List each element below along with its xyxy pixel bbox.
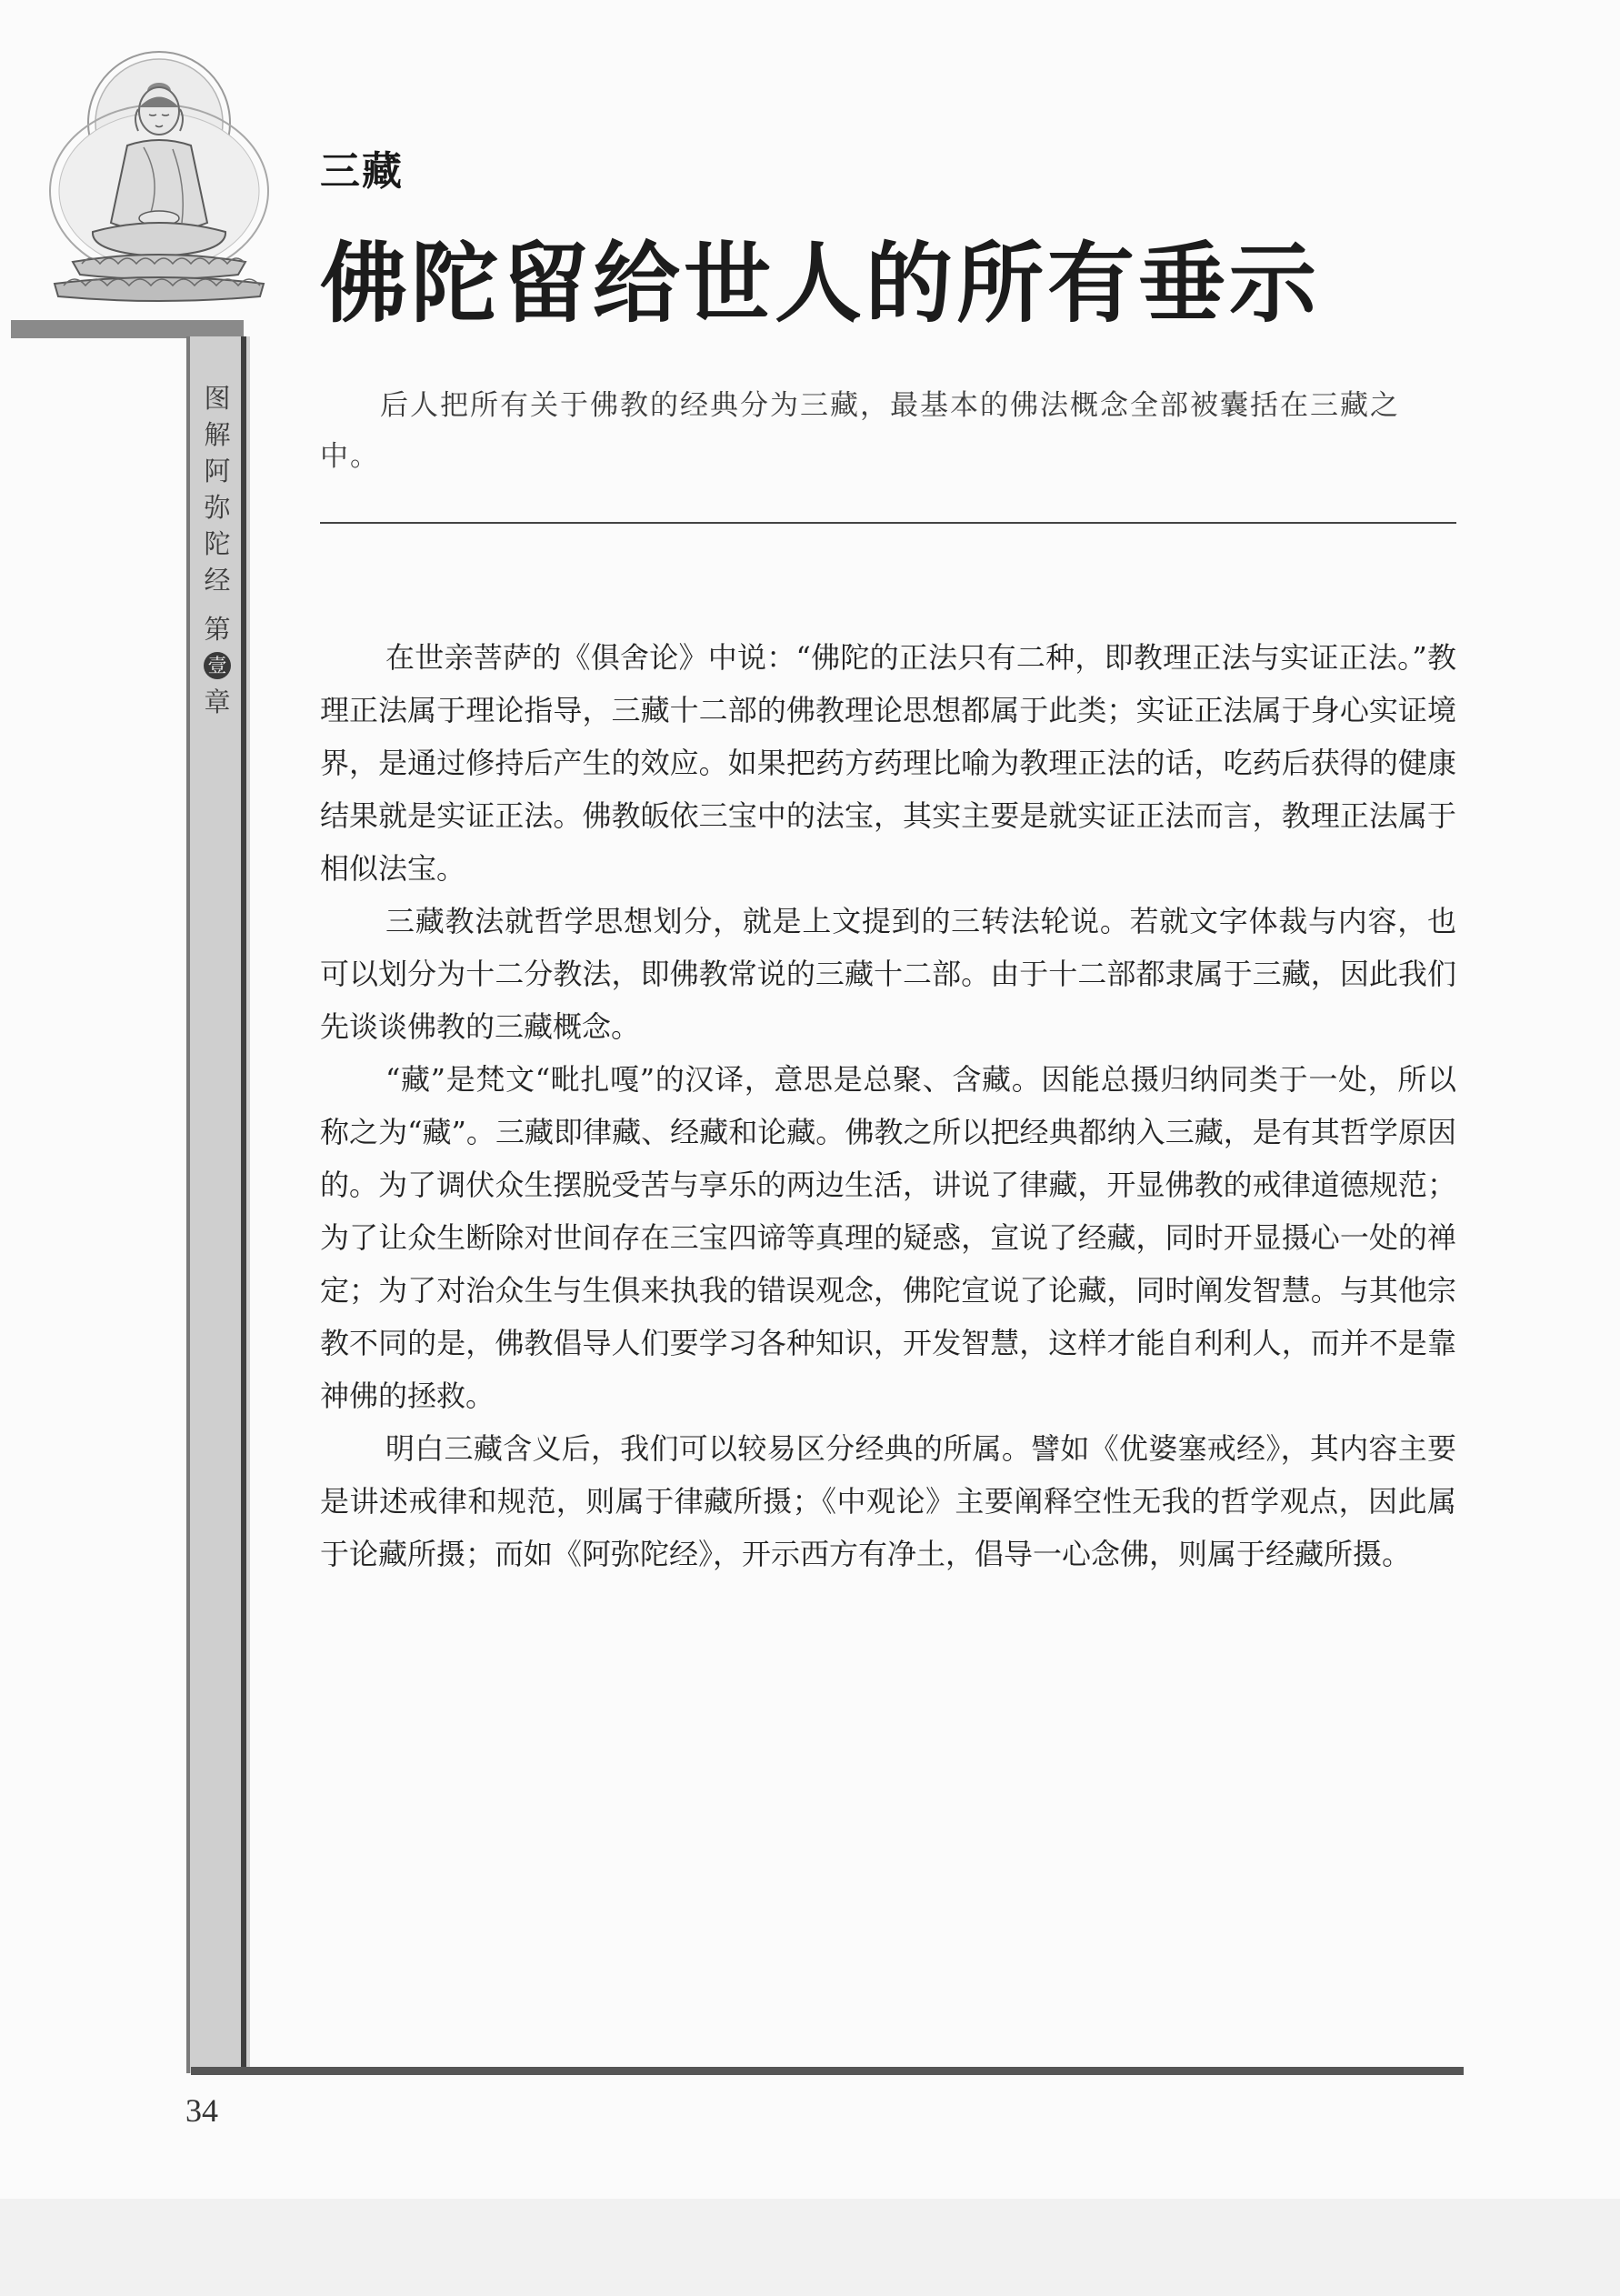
body-paragraph: 在世亲菩萨的《俱舍论》中说：“佛陀的正法只有二种，即教理正法与实证正法。”教理正法属于理论指导，三藏十二部的佛教理论思想都属于此类；实证正法属于身心实证境界，是通过修持后产生的效应。如果把药方药理比喻为教理正法的话，吃药后获得的健康结果就是实证正法。佛教皈依三宝中的法宝，其实主要是就实证正法而言，教理正法属于相似法宝。 xyxy=(320,640,1456,886)
page-number: 34 xyxy=(185,2092,218,2129)
book-title-char: 图 xyxy=(204,383,231,414)
intro-summary: 后人把所有关于佛教的经典分为三藏，最基本的佛法概念全部被囊括在三藏之中。 xyxy=(320,389,1400,473)
book-title-char: 解 xyxy=(204,419,231,450)
section-label: 三藏 xyxy=(320,148,404,195)
body-paragraph: 三藏教法就哲学思想划分，就是上文提到的三转法轮说。若就文字体裁与内容，也可以划分为十二分教法，即佛教常说的三藏十二部。由于十二部都隶属于三藏，因此我们先谈谈佛教的三藏概念。 xyxy=(320,904,1456,1044)
book-title-char: 弥 xyxy=(204,492,231,523)
sidebar-rule xyxy=(241,336,246,2073)
scan-margin xyxy=(0,2199,1620,2296)
body-paragraph: “藏”是梵文“毗扎嘎”的汉译，意思是总聚、含藏。因能总摄归纳同类于一处，所以称之为“藏”。三藏即律藏、经藏和论藏。佛教之所以把经典都纳入三藏，是有其哲学原因的。为了调伏众生摆脱受苦与享乐的两边生活，讲说了律藏，开显佛教的戒律道德规范；为了让众生断除对世间存在三宝四谛等真理的疑惑，宣说了经藏，同时开显摄心一处的禅定；为了对治众生与生俱来执我的错误观念，佛陀宣说了论藏，同时阐发智慧。与其他宗教不同的是，佛教倡导人们要学习各种知识，开发智慧，这样才能自利利人，而并不是靠神佛的拯救。 xyxy=(320,1062,1456,1413)
header-band xyxy=(11,320,244,338)
chapter-suffix: 章 xyxy=(204,687,231,717)
seated-buddha-illustration xyxy=(36,36,282,309)
body-paragraph: 明白三藏含义后，我们可以较易区分经典的所属。譬如《优婆塞戒经》，其内容主要是讲述戒律和规范，则属于律藏所摄；《中观论》主要阐释空性无我的哲学观点，因此属于论藏所摄；而如《阿弥陀经》，开示西方有净土，倡导一心念佛，则属于经藏所摄。 xyxy=(320,1431,1456,1571)
page-title: 佛陀留给世人的所有垂示 xyxy=(320,232,1320,335)
body-text xyxy=(320,631,1456,1580)
intro-divider xyxy=(320,522,1456,524)
book-title-char: 经 xyxy=(204,565,231,596)
chapter-prefix: 第 xyxy=(204,614,231,645)
chapter-number-badge: 壹 xyxy=(204,652,231,679)
book-title-char: 陀 xyxy=(204,528,231,559)
footer-rule xyxy=(191,2067,1464,2075)
book-title-char: 阿 xyxy=(204,456,231,486)
sidebar-label xyxy=(198,380,236,720)
